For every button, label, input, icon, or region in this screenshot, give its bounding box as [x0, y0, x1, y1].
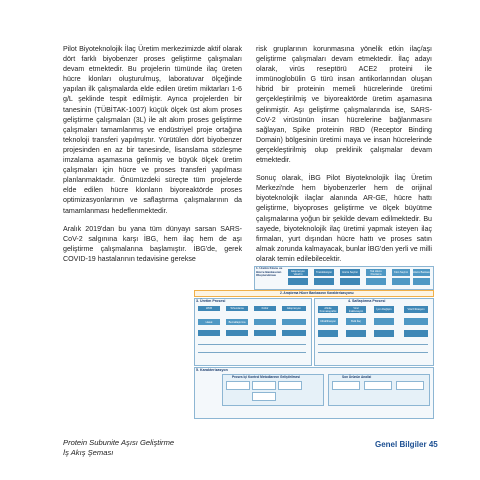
- top-box-9: [340, 278, 360, 285]
- top-box-8: [314, 278, 334, 285]
- right-paragraph-1: risk gruplarının korunmasına yönelik etkin ilaç/aşı geliştirme çalışmaları devam etmektedir. İlaç adayı olarak, virüs reseptörü ACE2 proteini ile immünoglobülin G türü insan antikorlarından oluşan hibrid bir proteinin memeli hücrelerinde üretimi gerçekleştirilmiş ve biyoreaktörde üretim aşamasına gelinmiştir. Aşı geliştirme çalışmalarında ise, SARS-CoV-2 virüsünün insan hücrelerine bağlanmasını sağlayan, Spike proteinin RBD (Receptor Binding Domain) bölgesinin üretimi maya ve insan hücrelerinde gerçekleştirilmiş olup preklinik çalışmalar devam etmektedir.: [256, 45, 432, 165]
- downstream-box-4: Viral Filtrasyon: [404, 306, 428, 313]
- top-box-10: [366, 278, 386, 285]
- char-box-7: [396, 381, 424, 390]
- upstream-box-7: [254, 319, 276, 325]
- upstream-box-9: [198, 330, 220, 336]
- panel-5-title: 5. Karakterizasyon: [196, 368, 228, 372]
- upstream-box-1: WCB: [198, 306, 220, 311]
- upstream-box-12: [282, 330, 306, 336]
- left-paragraph-1: Pilot Biyoteknolojik İlaç Üretim merkezimizde aktif olarak dört farklı biyobenzer proses geliştirme çalışmaları devam etmektedir. Bu projelerin tümünde ilaç üreten hücre klonları oluşturulmuş, laboratuvar ölçeğinde yapılan ilk çalışmalarda elde edilen üretim miktarları 1-6 g/L şeklinde tespit edilmiştir. Ayrıca projelerden bir tanesinin (TÜBİTAK-1007) küçük ölçek üst akım proses geliştirme çalışmaları (3L) ile alt akım proses geliştirme çalışmaları tamamlanmış ve endüstriyel proje ortağına teknoloji transferi yapılmıştır. Yürütülen dört biyobenzer projesinden en az bir tanesinde, lisanslama sözleşme imzalama aşamasına gelinmiş ve büyük ölçek üretim çalışmaları için hücre ve proses transferi yapılması planlanmaktadır. Önümüzdeki süreçte tüm projelerde elde edilen hücre klonların biyoreaktörde proses optimizasyonlarının ve saflaştırma çalışmalarının da tamamlanması hedeflenmektedir.: [63, 45, 242, 215]
- caption-line-1: Protein Subunite Aşısı Geliştirme: [63, 438, 175, 447]
- panel-3-title: 3. Üretim Prosesi: [196, 299, 226, 303]
- downstream-box-9: [318, 330, 338, 337]
- downstream-box-5: Ultrafiltrasyon: [318, 318, 338, 325]
- upstream-box-2: Tohumlama: [226, 306, 248, 311]
- downstream-box-10: [346, 330, 366, 337]
- char-box-6: [364, 381, 392, 390]
- band-final-product-label: Son Ürünün Analizi: [342, 375, 372, 379]
- right-text-column: [256, 44, 432, 272]
- upstream-box-10: [226, 330, 248, 336]
- figure-caption: [63, 438, 174, 458]
- top-box-1: Ekspresyon Vektörü: [288, 269, 308, 276]
- downstream-box-1: Afinite Kromatografisi: [319, 306, 337, 313]
- char-box-5: [332, 381, 360, 390]
- upstream-box-6: Berraklaştırma: [226, 319, 248, 325]
- downstream-box-6: Bulk İlaç: [346, 318, 366, 325]
- workflow-diagram: [192, 264, 434, 464]
- downstream-box-12: [404, 330, 428, 337]
- left-text-column: [63, 44, 242, 272]
- downstream-box-11: [374, 330, 394, 337]
- panel-1-title: 1. Üretim Klonu ve Hücre Bankasının Oluşturulması: [256, 266, 283, 278]
- top-box-5: Klon Seçimi: [392, 269, 410, 276]
- upstream-box-3: Kültür: [254, 306, 276, 311]
- upstream-box-4: Ekspresyon: [282, 306, 306, 311]
- footer-section: Genel Bilgiler: [375, 440, 427, 449]
- connector-line-3: [318, 344, 428, 345]
- top-box-7: [288, 278, 308, 285]
- char-box-3: [278, 381, 302, 390]
- page-number: 45: [428, 440, 438, 449]
- top-box-2: Transfeksiyon: [315, 271, 333, 274]
- band-in-process-label: Proses İçi Kontrol Metodlarının Geliştirilmesi: [232, 375, 301, 379]
- char-box-1: [226, 381, 250, 390]
- panel-4-title: 4. Saflaştırma Prosesi: [348, 299, 386, 303]
- upstream-box-5: Hasat: [198, 319, 220, 325]
- page-footer: [375, 440, 438, 449]
- downstream-box-8: [404, 318, 428, 325]
- downstream-box-7: [374, 318, 394, 325]
- downstream-box-3: İyon Değişim: [374, 306, 394, 313]
- char-box-2: [252, 381, 276, 390]
- char-box-4: [252, 392, 276, 401]
- caption-line-2: İş Akış Şeması: [63, 448, 114, 457]
- upstream-box-8: [282, 319, 306, 325]
- top-box-6: Hücre Bankası: [413, 271, 430, 274]
- connector-line-4: [318, 352, 428, 353]
- right-paragraph-2: Sonuç olarak, İBG Pilot Biyoteknolojik İlaç Üretim Merkezi'nde hem biyobenzerler hem de orijinal biyoteknolojik ilaçlar alanında AR-GE, hücre hattı geliştirme, biyoproses geliştirme ve ölçek büyütme çalışmalarına yoğun bir şekilde devam edilmektedir. Bu sayede, biyoteknolojik ilaç üretimi yapmak isteyen ilaç firmaları, yurt dışından hücre hattı ve proses satın almak zorunda kalmayacak, bunlar İBG'den yerli ve milli olarak temin edilebilecektir.: [256, 174, 432, 263]
- top-box-3: Hücre Seçimi: [340, 269, 360, 276]
- connector-line-1: [198, 344, 306, 345]
- top-box-12: [413, 278, 430, 285]
- panel-2-title: 2. Araştırma Hücre Bankasının Karakterizasyonu: [280, 290, 354, 295]
- top-box-11: [392, 278, 410, 285]
- top-box-4: Tek Hücre Klonlama: [366, 269, 386, 276]
- connector-line-2: [198, 352, 306, 353]
- left-paragraph-2: Aralık 2019'dan bu yana tüm dünyayı sarsan SARS-CoV-2 salgınına karşı İBG, hem ilaç hem de aşı geliştirme çalışmalarına başlamıştır. İBG'de, gerek COVID-19 hastalarının tedavisine gerekse: [63, 224, 242, 263]
- downstream-box-2: Viral İnaktivasyon: [346, 306, 366, 313]
- upstream-box-11: [254, 330, 276, 336]
